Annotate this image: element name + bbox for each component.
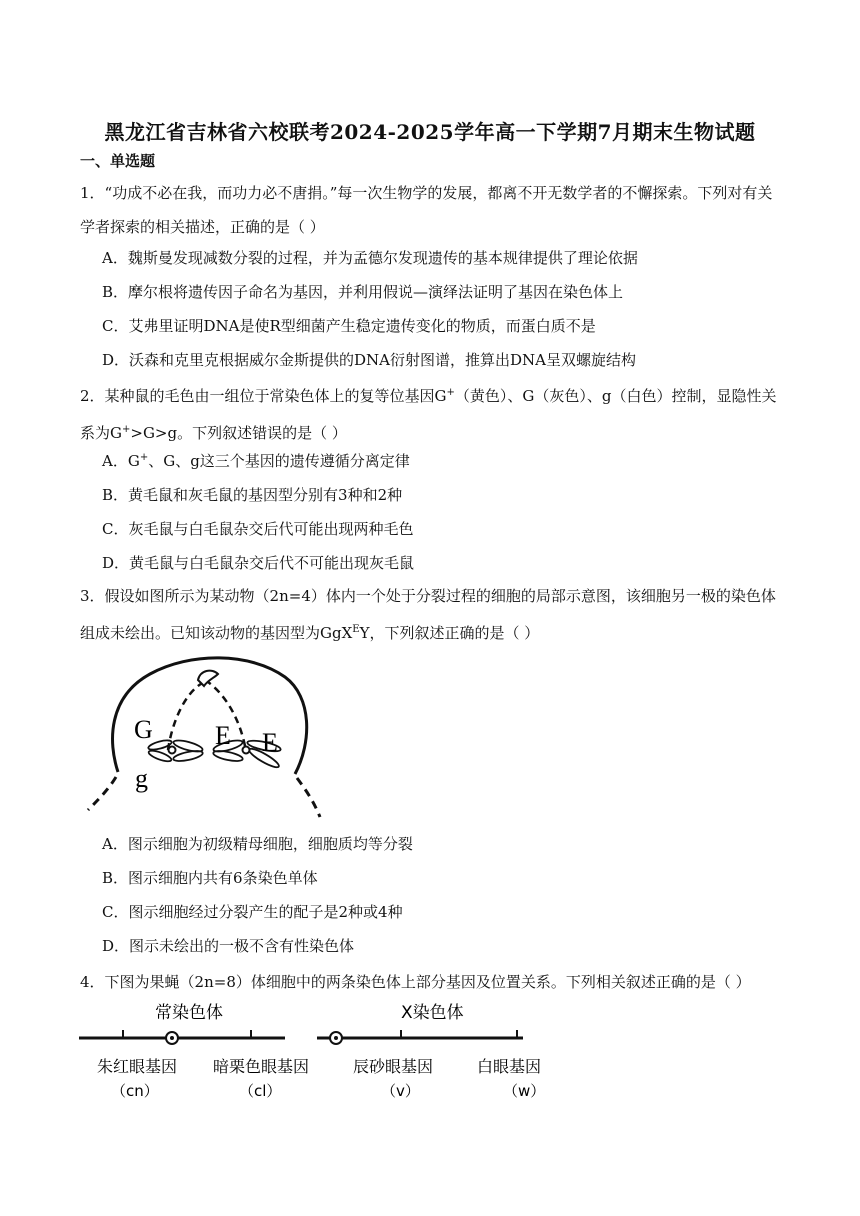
question-1-option-c: C．艾弗里证明DNA是使R型细菌产生稳定遗传变化的物质，而蛋白质不是 xyxy=(102,317,596,335)
centromere xyxy=(169,747,176,754)
gene-label-e-left: E xyxy=(215,721,231,750)
superscript-plus: + xyxy=(446,387,455,398)
question-4-stem: 4．下图为果蝇（2n=8）体细胞中的两条染色体上部分基因及位置关系。下列相关叙述正确的是（ ） xyxy=(80,973,751,991)
question-1-option-d: D．沃森和克里克根据威尔金斯提供的DNA衍射图谱，推算出DNA呈双螺旋结构 xyxy=(102,351,636,369)
gene-symbol-cn: （cn） xyxy=(111,1082,159,1100)
question-3-stem-part-b: Y，下列叙述正确的是（ ） xyxy=(359,624,540,642)
question-2-option-b: B．黄毛鼠和灰毛鼠的基因型分别有3种和2种 xyxy=(102,486,403,504)
question-2-option-c: C．灰毛鼠与白毛鼠杂交后代可能出现两种毛色 xyxy=(102,520,414,538)
question-3-stem xyxy=(80,579,782,650)
question-1-option-a: A．魏斯曼发现减数分裂的过程，并为孟德尔发现遗传的基本规律提供了理论依据 xyxy=(102,249,638,267)
question-2-stem-part-c: >G>g。下列叙述错误的是（ ） xyxy=(130,424,347,442)
gene-name-cl: 暗栗色眼基因 xyxy=(213,1057,310,1076)
gene-symbol-v: （v） xyxy=(381,1082,420,1100)
question-3-option-d: D．图示未绘出的一极不含有性染色体 xyxy=(102,937,355,955)
question-2-stem-part-a: 2．某种鼠的毛色由一组位于常染色体上的复等位基因G xyxy=(80,387,447,405)
question-3-option-a: A．图示细胞为初级精母细胞，细胞质均等分裂 xyxy=(102,835,413,853)
chromatid xyxy=(212,749,243,763)
gene-name-w: 白眼基因 xyxy=(477,1057,542,1076)
autosome-label: 常染色体 xyxy=(155,1003,223,1023)
gene-name-cn: 朱红眼基因 xyxy=(97,1057,178,1076)
question-1-stem: 1．“功成不必在我，而功力必不唐捐。”每一次生物学的发展，都离不开无数学者的不懈探索。下列对有关学者探索的相关描述，正确的是（ ） xyxy=(80,184,773,236)
superscript-plus: + xyxy=(139,452,149,463)
question-3-option-c: C．图示细胞经过分裂产生的配子是2种或4种 xyxy=(102,903,403,921)
option-a-text: 、G、g这三个基因的遗传遵循分离定律 xyxy=(148,452,410,470)
chromosome-gene-map xyxy=(75,996,565,1106)
question-1-option-b: B．摩尔根将遗传因子命名为基因，并利用假说—演绎法证明了基因在染色体上 xyxy=(102,283,624,301)
centromere-dot xyxy=(170,1036,174,1040)
superscript-e: E xyxy=(352,624,360,635)
question-2-stem-part-b: （黄色）、G（灰色）、g（白色）控制，显隐性关系为G xyxy=(80,387,777,442)
question-2-option-d: D．黄毛鼠与白毛鼠杂交后代不可能出现灰毛鼠 xyxy=(102,554,415,572)
option-a-prefix: A．G xyxy=(102,452,140,470)
section-heading: 一、单选题 xyxy=(80,152,156,170)
gene-name-v: 辰砂眼基因 xyxy=(353,1057,434,1076)
question-3-option-b: B．图示细胞内共有6条染色单体 xyxy=(102,869,318,887)
centrosome xyxy=(198,671,218,686)
question-2-option-a xyxy=(102,450,410,471)
cell-division-figure xyxy=(80,652,340,822)
chromatid xyxy=(172,749,203,763)
centromere xyxy=(243,747,250,754)
centromere-dot xyxy=(334,1036,338,1040)
spindle-fiber xyxy=(168,682,204,750)
gene-label-g-upper: G xyxy=(134,715,153,744)
page-title: 黑龙江省吉林省六校联考2024-2025学年高一下学期7月期末生物试题 xyxy=(104,120,756,144)
gene-label-e-right: E xyxy=(262,728,278,757)
membrane-dashed-left xyxy=(88,777,116,810)
question-2-stem xyxy=(80,376,782,450)
gene-symbol-w: （w） xyxy=(503,1082,546,1100)
question-3-stem-part-a: 3．假设如图所示为某动物（2n=4）体内一个处于分裂过程的细胞的局部示意图，该细胞另一极的染色体组成未绘出。已知该动物的基因型为GgX xyxy=(80,587,776,642)
membrane-dashed-right xyxy=(297,778,320,817)
superscript-plus: + xyxy=(121,424,131,435)
gene-symbol-cl: （cl） xyxy=(239,1082,282,1100)
gene-label-g-lower: g xyxy=(135,764,148,793)
x-chromosome-label: X染色体 xyxy=(401,1003,464,1023)
